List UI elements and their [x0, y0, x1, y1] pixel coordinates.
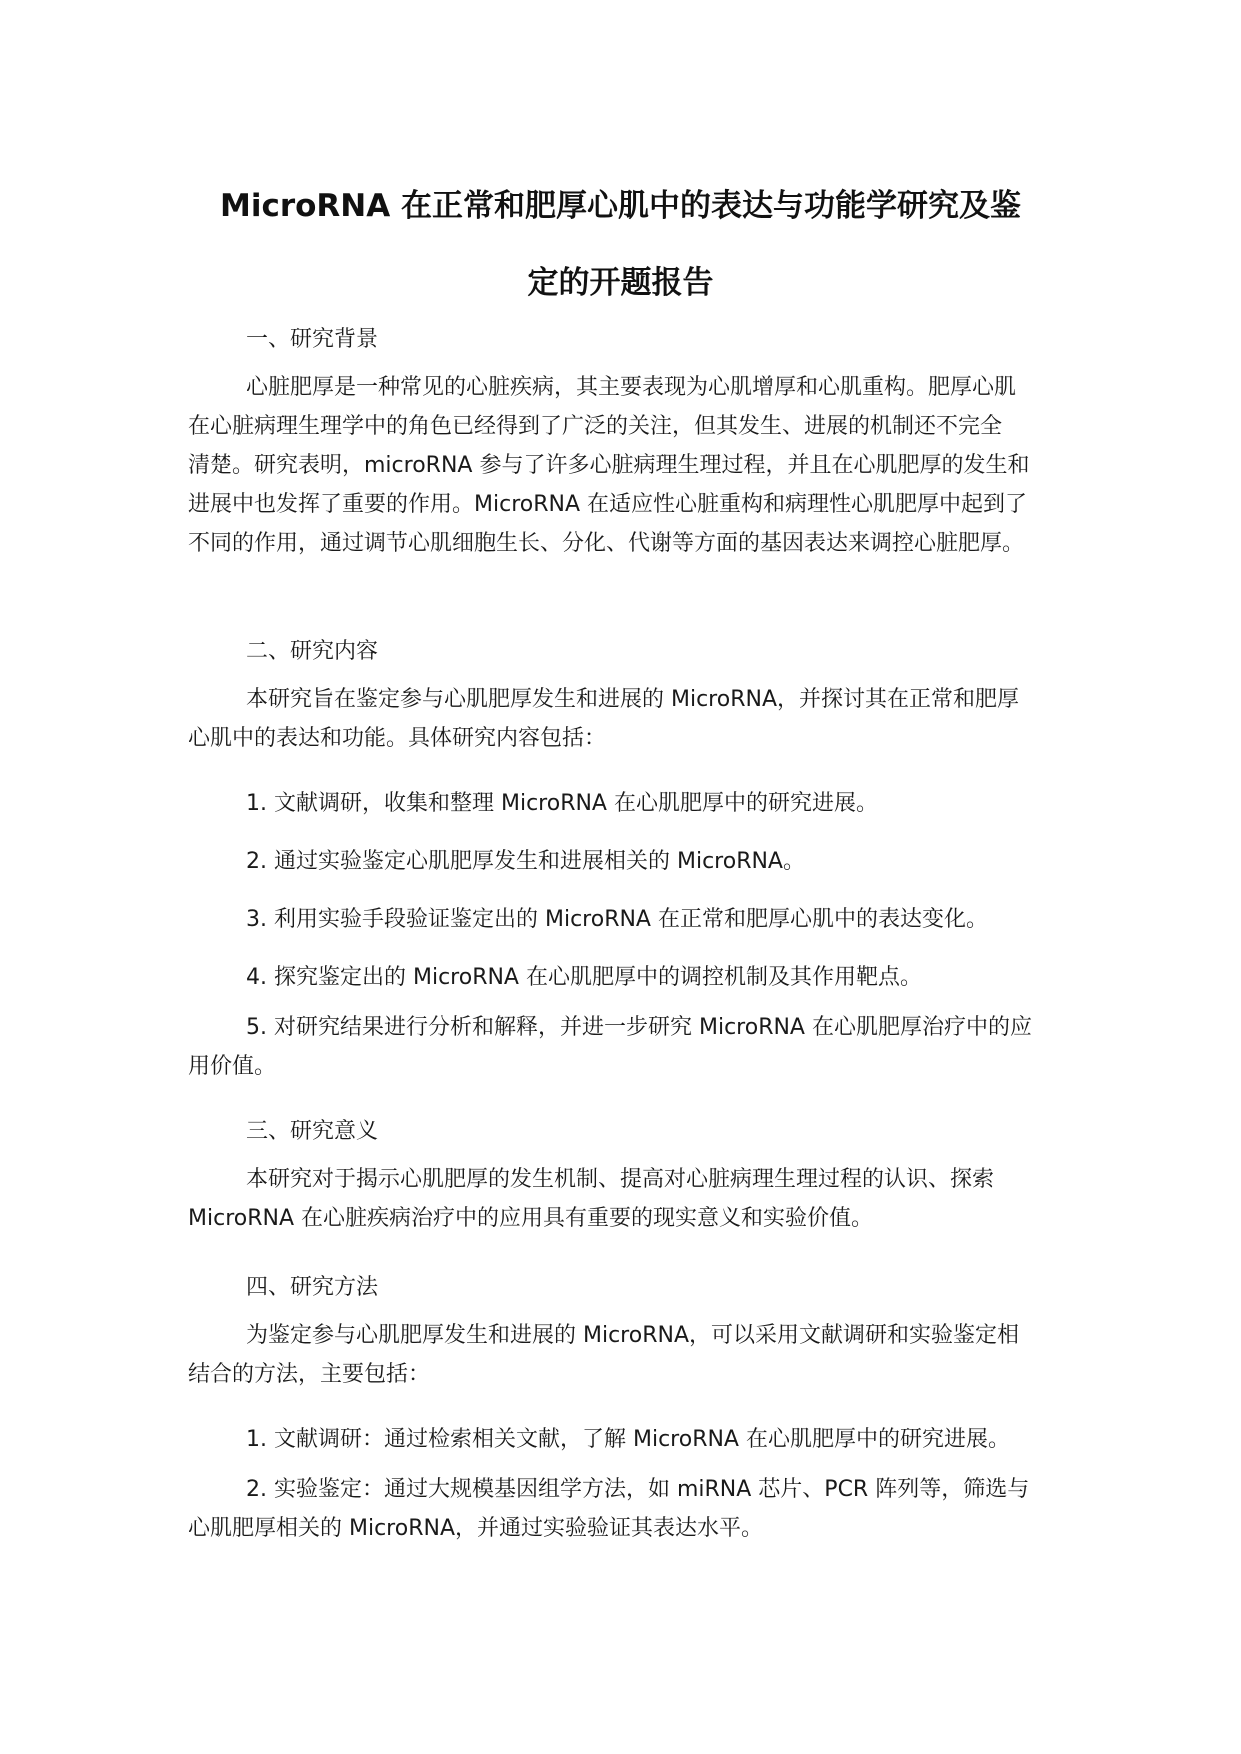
content-list-item-1: 1. 文献调研，收集和整理 MicroRNA 在心肌肥厚中的研究进展。: [246, 791, 878, 816]
document-title-line1: MicroRNA 在正常和肥厚心肌中的表达与功能学研究及鉴: [219, 188, 1022, 224]
paragraph-line: 为鉴定参与心肌肥厚发生和进展的 MicroRNA，可以采用文献调研和实验鉴定相: [246, 1323, 1019, 1348]
methods-list-item-2: [188, 1470, 1072, 1548]
paragraph-line: 心肌中的表达和功能。具体研究内容包括：: [188, 726, 607, 751]
paragraph-content-intro: [188, 680, 1072, 758]
paragraph-line: 进展中也发挥了重要的作用。MicroRNA 在适应性心脏重构和病理性心肌肥厚中起到了: [188, 492, 1027, 517]
paragraph-line: 清楚。研究表明，microRNA 参与了许多心脏病理生理过程，并且在心肌肥厚的发生和: [188, 453, 1030, 478]
section-heading-background: 一、研究背景: [246, 327, 379, 352]
paragraph-line: 在心脏病理生理学中的角色已经得到了广泛的关注，但其发生、进展的机制还不完全: [188, 414, 1003, 439]
paragraph-line: MicroRNA 在心脏疾病治疗中的应用具有重要的现实意义和实验价值。: [188, 1206, 873, 1231]
methods-list-item-1: 1. 文献调研：通过检索相关文献，了解 MicroRNA 在心肌肥厚中的研究进展。: [246, 1427, 1010, 1452]
paragraph-line: 不同的作用，通过调节心肌细胞生长、分化、代谢等方面的基因表达来调控心脏肥厚。: [188, 531, 1025, 556]
paragraph-line: 2. 实验鉴定：通过大规模基因组学方法，如 miRNA 芯片、PCR 阵列等，筛选与: [246, 1477, 1030, 1502]
paragraph-line: 用价值。: [188, 1054, 277, 1079]
document-title-line2: 定的开题报告: [527, 265, 714, 301]
paragraph-line: 心肌肥厚相关的 MicroRNA，并通过实验验证其表达水平。: [188, 1516, 763, 1541]
paragraph-methods-intro: [188, 1316, 1072, 1394]
section-heading-content: 二、研究内容: [246, 639, 379, 664]
content-list-item-3: 3. 利用实验手段验证鉴定出的 MicroRNA 在正常和肥厚心肌中的表达变化。: [246, 907, 988, 932]
paragraph-line: 结合的方法，主要包括：: [188, 1362, 431, 1387]
content-list-item-5: [188, 1008, 1072, 1086]
paragraph-line: 5. 对研究结果进行分析和解释，并进一步研究 MicroRNA 在心肌肥厚治疗中的应: [246, 1015, 1032, 1040]
content-list-item-4: 4. 探究鉴定出的 MicroRNA 在心肌肥厚中的调控机制及其作用靶点。: [246, 965, 922, 990]
paragraph-line: 本研究对于揭示心肌肥厚的发生机制、提高对心脏病理生理过程的认识、探索: [246, 1167, 995, 1192]
section-heading-significance: 三、研究意义: [246, 1119, 379, 1144]
section-heading-methods: 四、研究方法: [246, 1275, 379, 1300]
paragraph-line: 本研究旨在鉴定参与心肌肥厚发生和进展的 MicroRNA，并探讨其在正常和肥厚: [246, 687, 1019, 712]
paragraph-significance: [188, 1160, 1072, 1238]
content-list-item-2: 2. 通过实验鉴定心肌肥厚发生和进展相关的 MicroRNA。: [246, 849, 805, 874]
paragraph-background: [188, 368, 1072, 563]
paragraph-line: 心脏肥厚是一种常见的心脏疾病，其主要表现为心肌增厚和心肌重构。肥厚心肌: [246, 375, 1017, 400]
